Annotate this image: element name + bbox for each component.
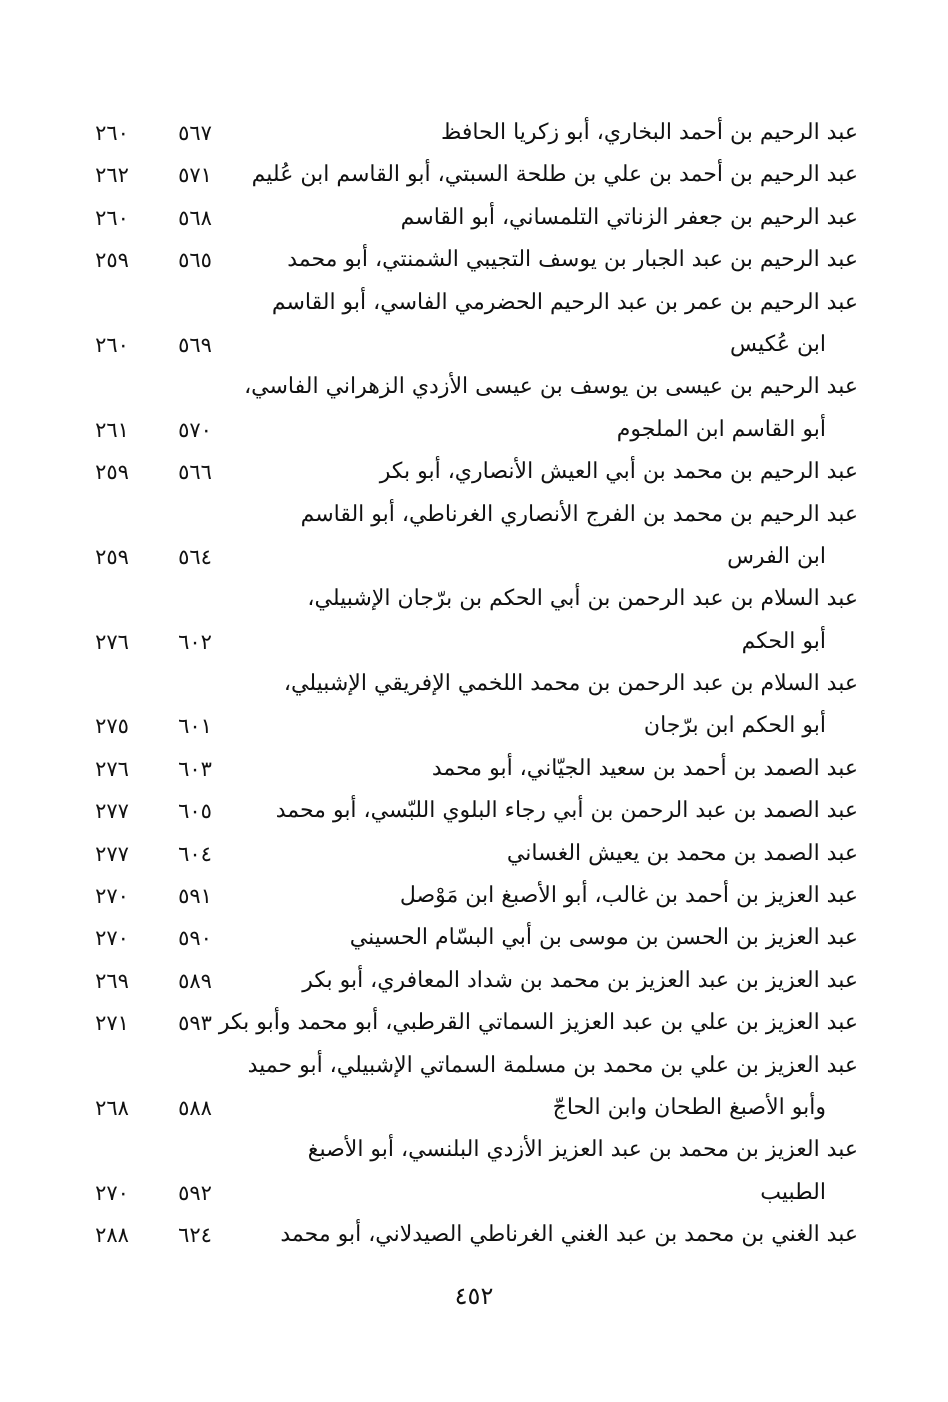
entry-name: عبد العزيز بن علي بن عبد العزيز السماتي القرطبي، أبو محمد وأبو بكر xyxy=(218,1010,858,1036)
entry-name: عبد العزيز بن محمد بن عبد العزيز الأزدي البلنسي، أبو الأصبغ xyxy=(307,1137,858,1163)
index-entry xyxy=(0,451,948,493)
biography-number: ٥٧٠ xyxy=(178,417,212,442)
entry-name: عبد العزيز بن علي بن محمد بن مسلمة السماتي الإشبيلي، أبو حميد xyxy=(247,1052,858,1078)
page-reference: ٢٦٠ xyxy=(95,205,129,230)
index-entry xyxy=(0,1214,948,1256)
entry-line xyxy=(0,494,948,536)
entry-line xyxy=(0,154,948,196)
biography-number: ٥٨٨ xyxy=(178,1095,212,1120)
index-entry xyxy=(0,1129,948,1214)
entry-name: عبد العزيز بن أحمد بن غالب، أبو الأصبغ ابن مَوْصل xyxy=(399,883,858,909)
entry-name: عبد العزيز بن الحسن بن موسى بن أبي البسّام الحسيني xyxy=(349,925,858,951)
entry-line xyxy=(0,1172,948,1214)
page-reference: ٢٦٠ xyxy=(95,121,129,145)
entry-line xyxy=(0,960,948,1002)
entry-line xyxy=(0,790,948,832)
page-reference: ٢٧٠ xyxy=(95,884,129,909)
page-reference: ٢٧٠ xyxy=(95,926,129,951)
entry-name: عبد الرحيم بن محمد بن الفرج الأنصاري الغرناطي، أبو القاسم xyxy=(300,501,858,527)
biography-number: ٥٦٦ xyxy=(178,460,212,485)
entry-name: عبد الرحيم بن عيسى بن يوسف بن عيسى الأزدي الزهراني الفاسي، xyxy=(244,374,858,400)
entry-line xyxy=(0,239,948,281)
entry-name: عبد الصمد بن أحمد بن سعيد الجيّاني، أبو محمد xyxy=(431,755,858,781)
entry-name: عبد الرحيم بن عمر بن عبد الرحيم الحضرمي الفاسي، أبو القاسم xyxy=(271,289,858,315)
page-reference: ٢٧٠ xyxy=(95,1180,129,1205)
entry-name: عبد العزيز بن عبد العزيز بن محمد بن شداد المعافري، أبو بكر xyxy=(302,967,858,993)
entry-line xyxy=(0,663,948,705)
entry-name: عبد الصمد بن عبد الرحمن بن أبي رجاء البلوي اللبّسي، أبو محمد xyxy=(275,798,858,824)
biography-number: ٥٦٥ xyxy=(178,248,212,273)
entry-name: عبد السلام بن عبد الرحمن بن محمد اللخمي الإفريقي الإشبيلي، xyxy=(283,671,858,697)
entry-name: عبد الغني بن محمد بن عبد الغني الغرناطي الصيدلاني، أبو محمد xyxy=(280,1222,858,1248)
entry-name: عبد الرحيم بن أحمد بن علي بن طلحة السبتي، أبو القاسم ابن عُليم xyxy=(251,162,858,188)
page-reference: ٢٦٨ xyxy=(95,1095,129,1120)
page-reference: ٢٦٢ xyxy=(95,163,129,188)
index-entry xyxy=(0,112,948,154)
entry-line xyxy=(0,578,948,620)
biography-number: ٥٦٤ xyxy=(178,544,212,569)
entry-line xyxy=(0,621,948,663)
biography-number: ٥٩٣ xyxy=(178,1011,212,1036)
entry-line xyxy=(0,1045,948,1087)
entry-line xyxy=(0,112,948,154)
page-reference: ٢٦٠ xyxy=(95,332,129,357)
biography-number: ٥٩٠ xyxy=(178,926,212,951)
entry-line xyxy=(0,748,948,790)
page-reference: ٢٧٦ xyxy=(95,756,129,781)
index-entry xyxy=(0,663,948,748)
index-entry xyxy=(0,282,948,367)
page-reference: ٢٧٧ xyxy=(95,799,129,824)
biography-number: ٥٩٢ xyxy=(178,1180,212,1205)
index-entry xyxy=(0,790,948,832)
biography-number: ٦٠١ xyxy=(178,714,212,739)
page-reference: ٢٦٩ xyxy=(95,968,129,993)
entry-name-continuation: أبو القاسم ابن الملجوم xyxy=(616,416,826,442)
entry-line xyxy=(0,1087,948,1129)
biography-number: ٦٠٥ xyxy=(178,799,212,824)
index-list xyxy=(0,112,948,1257)
biography-number: ٦٠٤ xyxy=(178,841,212,866)
biography-number: ٥٦٨ xyxy=(178,205,212,230)
page-reference: ٢٧٥ xyxy=(95,714,129,739)
page-reference: ٢٧٧ xyxy=(95,841,129,866)
page-reference: ٢٥٩ xyxy=(95,544,129,569)
index-entry xyxy=(0,833,948,875)
entry-name-continuation: أبو الحكم ابن برّجان xyxy=(643,713,826,739)
entry-name-continuation: ابن عُكيس xyxy=(730,331,826,357)
index-entry xyxy=(0,366,948,451)
entry-line xyxy=(0,1002,948,1044)
entry-name-continuation: أبو الحكم xyxy=(741,628,826,654)
entry-line xyxy=(0,536,948,578)
index-entry xyxy=(0,494,948,579)
page-reference: ٢٨٨ xyxy=(95,1223,129,1248)
index-entry xyxy=(0,1045,948,1130)
index-entry xyxy=(0,875,948,917)
page-reference: ٢٦١ xyxy=(95,417,129,442)
biography-number: ٦٠٣ xyxy=(178,756,212,781)
entry-name: عبد الرحيم بن عبد الجبار بن يوسف التجيبي الشمنتي، أبو محمد xyxy=(287,247,858,273)
entry-name-continuation: ابن الفرس xyxy=(727,543,826,569)
index-entry xyxy=(0,239,948,281)
index-entry xyxy=(0,748,948,790)
entry-name-continuation: وأبو الأصبغ الطحان وابن الحاجّ xyxy=(552,1094,826,1120)
index-entry xyxy=(0,197,948,239)
entry-line xyxy=(0,1129,948,1171)
page-reference: ٢٥٩ xyxy=(95,460,129,485)
entry-line xyxy=(0,705,948,747)
page-reference: ٢٧١ xyxy=(95,1011,129,1036)
index-entry xyxy=(0,960,948,1002)
page-reference: ٢٥٩ xyxy=(95,248,129,273)
biography-number: ٥٦٩ xyxy=(178,332,212,357)
entry-line xyxy=(0,875,948,917)
entry-name: عبد السلام بن عبد الرحمن بن أبي الحكم بن برّجان الإشبيلي، xyxy=(307,586,858,612)
biography-number: ٥٧١ xyxy=(178,163,212,188)
entry-line xyxy=(0,1214,948,1256)
biography-number: ٥٦٧ xyxy=(178,121,212,145)
page-reference: ٢٧٦ xyxy=(95,629,129,654)
biography-number: ٥٩١ xyxy=(178,884,212,909)
entry-line xyxy=(0,917,948,959)
entry-line xyxy=(0,451,948,493)
index-entry xyxy=(0,578,948,663)
entry-name: عبد الصمد بن محمد بن يعيش الغساني xyxy=(506,840,858,866)
page-number: ٤٥٢ xyxy=(454,1282,494,1310)
entry-name-continuation: الطبيب xyxy=(760,1179,826,1205)
index-entry xyxy=(0,154,948,196)
biography-number: ٥٨٩ xyxy=(178,968,212,993)
entry-name: عبد الرحيم بن جعفر الزناتي التلمساني، أبو القاسم xyxy=(400,204,858,230)
entry-line xyxy=(0,409,948,451)
entry-line xyxy=(0,366,948,408)
entry-line xyxy=(0,197,948,239)
index-entry xyxy=(0,917,948,959)
index-entry xyxy=(0,1002,948,1044)
entry-line xyxy=(0,833,948,875)
entry-name: عبد الرحيم بن أحمد البخاري، أبو زكريا الحافظ xyxy=(440,120,858,145)
entry-line xyxy=(0,282,948,324)
biography-number: ٦٢٤ xyxy=(178,1223,212,1248)
biography-number: ٦٠٢ xyxy=(178,629,212,654)
entry-name: عبد الرحيم بن محمد بن أبي العيش الأنصاري، أبو بكر xyxy=(379,459,858,485)
entry-line xyxy=(0,324,948,366)
